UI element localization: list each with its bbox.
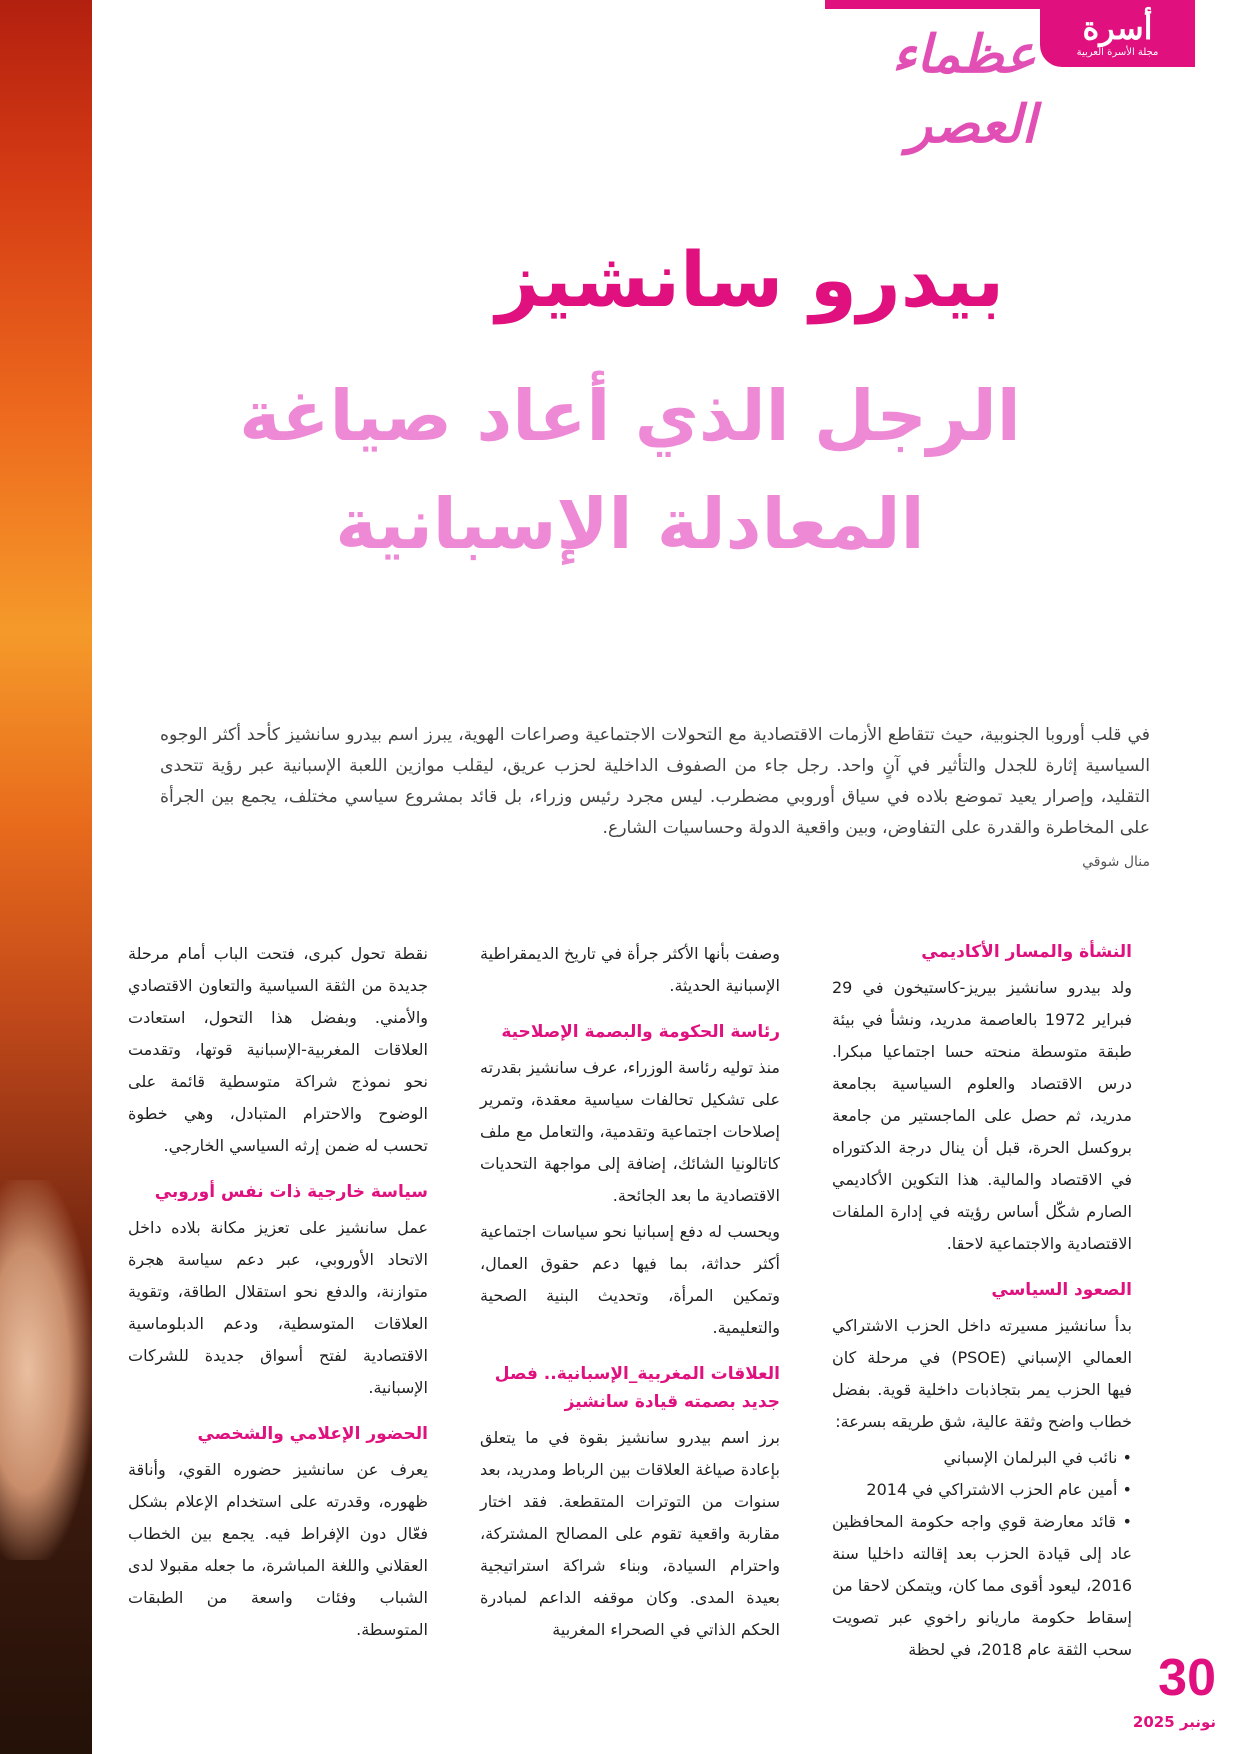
paragraph-continuation: وصفت بأنها الأكثر جرأة في تاريخ الديمقراطية الإسبانية الحديثة.	[480, 944, 780, 995]
article-subtitle: الرجل الذي أعاد صياغة المعادلة الإسبانية	[239, 375, 1021, 565]
article-author: منال شوقي	[1082, 854, 1150, 870]
paragraph-morocco-relations: برز اسم بيدرو سانشيز بقوة في ما يتعلق بإعادة صياغة العلاقات بين الرباط ومدريد، بعد سنوات من التوترات المتقطعة. فقد اختار مقاربة واقعية تقوم على المصالح المشتركة، واحترام السيادة، وبناء شراكة استراتيجية بعيدة المدى. وكان موقفه الداعم لمبادرة الحكم الذاتي في الصحراء المغربية	[480, 1428, 780, 1639]
article-title: بيدرو سانشيز	[495, 235, 1005, 324]
paragraph-political-rise: بدأ سانشيز مسيرته داخل الحزب الاشتراكي العمالي الإسباني (PSOE) في مرحلة كان فيها الحزب يمر بتجاذبات داخلية قوية. بفضل خطاب واضح وثقة عالية، شق طريقه بسرعة:	[832, 1316, 1133, 1431]
issue-date: نونبر 2025	[1132, 1713, 1216, 1731]
heading-foreign-policy: سياسة خارجية ذات نفس أوروبي	[154, 1182, 428, 1202]
paragraph-turning-point: نقطة تحول كبرى، فتحت الباب أمام مرحلة جديدة من الثقة السياسية والتعاون الاقتصادي والأمني. وبفضل هذا التحول، استعادت العلاقات المغربية-الإسبانية قوتها، وتقدمت نحو نموذج شراكة متوسطية قائمة على الوضوح والاحترام المتبادل، وهي خطوة تحسب له ضمن إرثه السياسي الخارجي.	[128, 944, 428, 1155]
paragraph-government: منذ توليه رئاسة الوزراء، عرف سانشيز بقدرته على تشكيل تحالفات سياسية معقدة، وتمرير إصلاحات اجتماعية وتقدمية، والتعامل مع ملف كاتالونيا الشائك، إضافة إلى مواجهة التحديات الاقتصادية ما بعد الجائحة.	[480, 1058, 780, 1205]
logo-subtitle: مجلة الأسرة العربية	[1076, 47, 1159, 58]
magazine-logo	[1040, 9, 1195, 67]
page-number: 30	[1158, 1649, 1216, 1707]
article-intro: في قلب أوروبا الجنوبية، حيث تتقاطع الأزمات الاقتصادية مع التحولات الاجتماعية وصراعات الهوية، يبرز اسم بيدرو سانشيز كأحد أكثر الوجوه السياسية إثارة للجدل والتأثير في آنٍ واحد. رجل جاء من الصفوف الداخلية لحزب عريق، ليقلب موازين اللعبة الإسبانية عبر رؤية تتحدى التقليد، وإصرار يعيد تموضع بلاده في سياق أوروبي مضطرب. ليس مجرد رئيس وزراء، بل قائد بمشروع سياسي مختلف، يجمع بين الجرأة على المخاطرة والقدرة على التفاوض، وبين واقعية الدولة وحساسيات الشارع.	[160, 725, 1150, 838]
heading-origins: النشأة والمسار الأكاديمي	[921, 942, 1132, 962]
heading-media-presence: الحضور الإعلامي والشخصي	[197, 1424, 428, 1444]
logo-name: أسرة	[1082, 9, 1153, 47]
heading-government: رئاسة الحكومة والبصمة الإصلاحية	[501, 1022, 780, 1042]
side-photo	[0, 0, 92, 1754]
list-item: • أمين عام الحزب الاشتراكي في 2014	[832, 1474, 1132, 1506]
heading-political-rise: الصعود السياسي	[991, 1280, 1132, 1300]
list-item: • نائب في البرلمان الإسباني	[832, 1442, 1132, 1474]
paragraph-social-policy: ويحسب له دفع إسبانيا نحو سياسات اجتماعية أكثر حداثة، بما فيها دعم حقوق العمال، وتمكين المرأة، وتحديث البنية الصحية والتعليمية.	[480, 1222, 780, 1337]
column-middle	[480, 938, 780, 1650]
list-item: • قائد معارضة قوي واجه حكومة المحافظين عاد إلى قيادة الحزب بعد إقالته داخليا سنة 2016، ليعود أقوى مما كان، ويتمكن لاحقا من إسقاط حكومة ماريانو راخوي عبر تصويت سحب الثقة عام 2018، في لحظة	[832, 1506, 1132, 1666]
heading-morocco-relations: العلاقات المغربية_الإسبانية.. فصل جديد بصمته قيادة سانشيز	[494, 1364, 780, 1412]
paragraph-origins: ولد بيدرو سانشيز بيريز-كاستيخون في 29 فبراير 1972 بالعاصمة مدريد، ونشأ في بيئة طبقة متوسطة منحته حسا اجتماعيا مبكرا. درس الاقتصاد والعلوم السياسية بجامعة مدريد، ثم حصل على الماجستير من جامعة بروكسل الحرة، قبل أن ينال درجة الدكتوراه في الاقتصاد والمالية. هذا التكوين الأكاديمي الصارم شكّل أساس رؤيته في إدارة الملفات الاقتصادية والاجتماعية لاحقا.	[832, 978, 1132, 1253]
hand-photo-detail	[0, 1180, 92, 1560]
career-list	[832, 1442, 1132, 1666]
top-accent-bar	[825, 0, 1195, 9]
column-right	[832, 938, 1132, 1666]
section-label: عظماء العصر	[891, 24, 1036, 155]
column-left	[128, 938, 428, 1650]
paragraph-media-presence: يعرف عن سانشيز حضوره القوي، وأناقة ظهوره، وقدرته على استخدام الإعلام بشكل فعّال دون الإفراط فيه. يجمع بين الخطاب العقلاني واللغة المباشرة، ما جعله مقبولا لدى الشباب وفئات واسعة من الطبقات المتوسطة.	[128, 1460, 428, 1639]
paragraph-foreign-policy: عمل سانشيز على تعزيز مكانة بلاده داخل الاتحاد الأوروبي، عبر دعم سياسة هجرة متوازنة، والدفع نحو استقلال الطاقة، وتقوية العلاقات المتوسطية، ودعم الدبلوماسية الاقتصادية لفتح أسواق جديدة للشركات الإسبانية.	[128, 1218, 428, 1397]
